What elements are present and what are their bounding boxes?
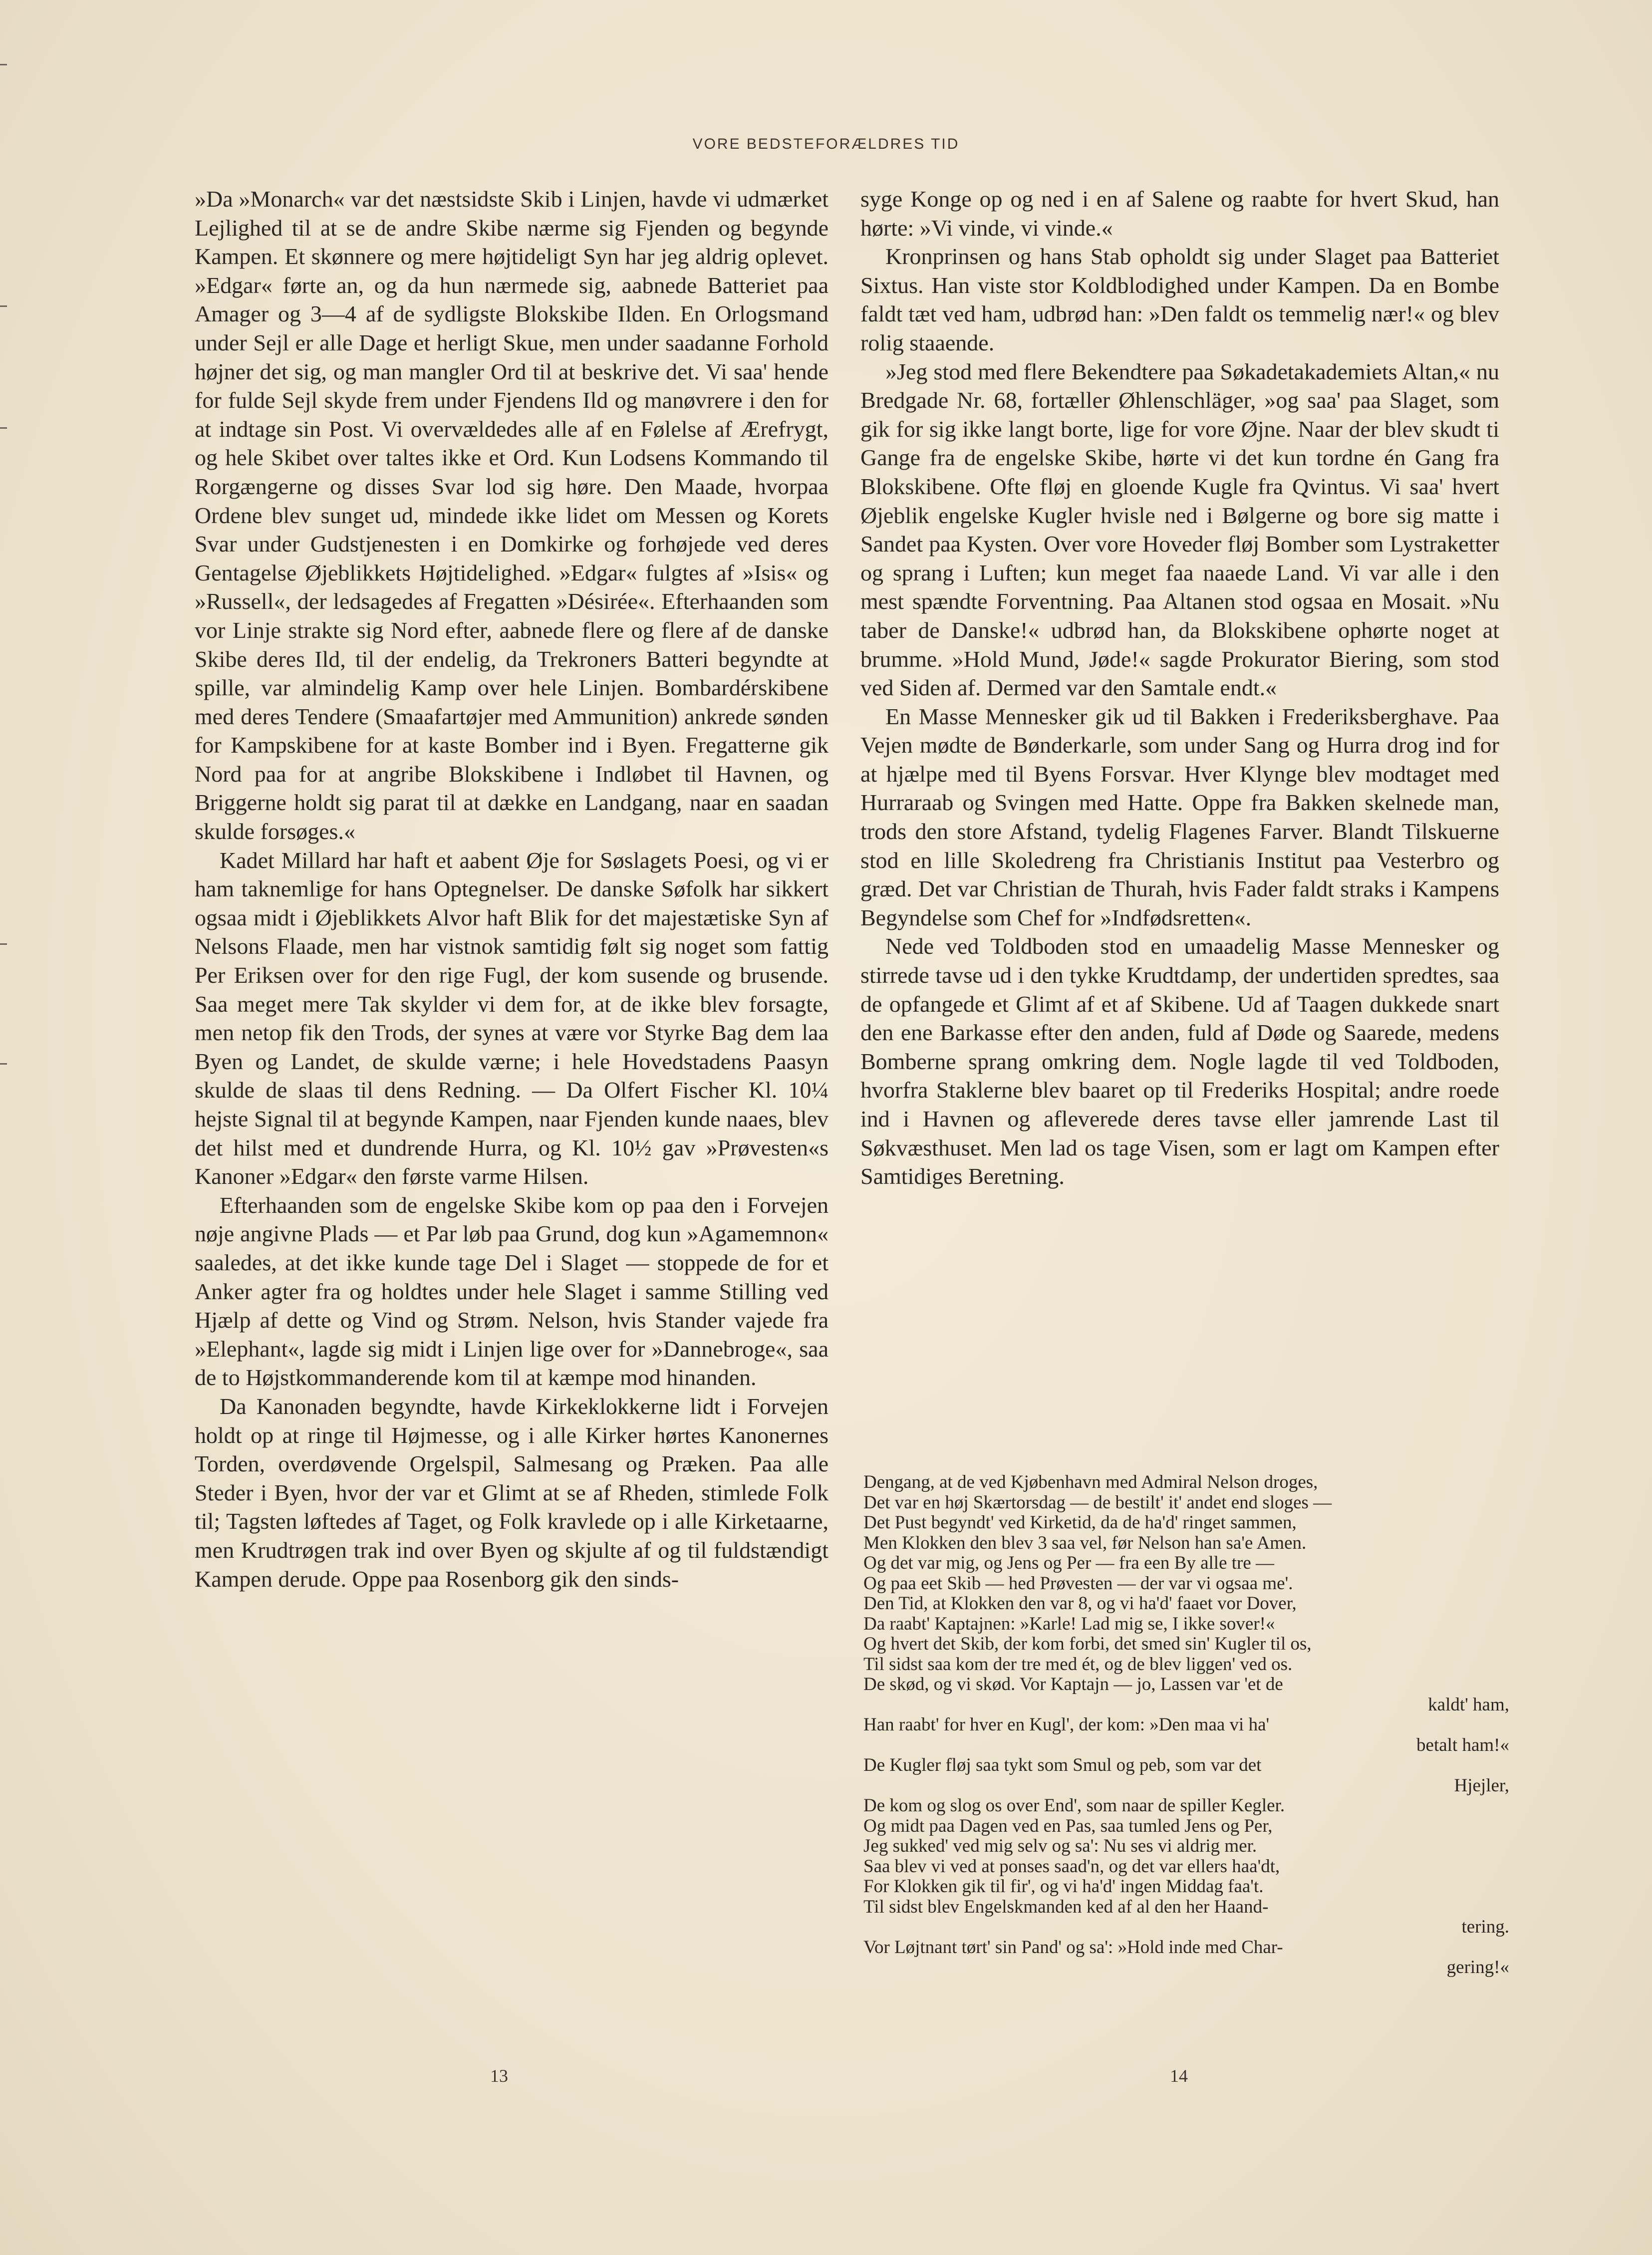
scan-edge-mark [0, 1063, 7, 1065]
paragraph: »Da »Monarch« var det næstsidste Skib i Linjen, havde vi udmærket Lejlighed til at se de andre Skibe nærme sig Fjenden og begynde Kampen. Et skønnere og mere højtideligt Syn har jeg aldrig oplevet. »Edgar« førte an, og da hun nærmede sig, aabnede Batteriet paa Amager og 3—4 af de sydligste Blokskibe Ilden. En Orlogsmand under Sejl er alle Dage et herligt Skue, men under saadanne Forhold højner det sig, og man mangler Ord til at beskrive det. Vi saa' hende for fulde Sejl skyde frem under Fjendens Ild og manøvrere i den for at indtage sin Post. Vi overvældedes alle af en Følelse af Ærefrygt, og hele Skibet over taltes ikke et Ord. Kun Lodsens Kommando til Rorgængerne og disses Svar lod sig høre. Den Maade, hvorpaa Ordene blev sunget ud, mindede ikke lidet om Messen og Korets Svar under Gudstjenesten i en Domkirke og forhøjede ved deres Gentagelse Øjeblikkets Højtidelighed. »Edgar« fulgtes af »Isis« og »Russell«, der ledsagedes af Fregatten »Désirée«. Efterhaanden som vor Linje strakte sig Nord efter, aabnede flere og flere af de danske Skibe deres Ild, til der endelig, da Trekroners Batteri begyndte at spille, var almindelig Kamp over hele Linjen. Bombardérskibene med deres Tendere (Smaafartøjer med Ammunition) ankrede sønden for Kampskibene for at kaste Bomber ind i Byen. Fregatterne gik Nord paa for at angribe Blokskibene i Indløbet til Havnen, og Briggerne holdt sig parat til at dække en Landgang, naar en saadan skulde forsøges.« [195, 186, 828, 845]
song-line: Den Tid, at Klokken den var 8, og vi ha'd' faaet vor Dover, [863, 1593, 1297, 1614]
song-line-continuation: tering. [1461, 1917, 1509, 1937]
running-header: VORE BEDSTEFORÆLDRES TID [692, 136, 960, 152]
song-line: Da raabt' Kaptajnen: »Karle! Lad mig se, I ikke sover!« [863, 1613, 1275, 1634]
song-line: Dengang, at de ved Kjøbenhavn med Admiral Nelson droges, [863, 1472, 1318, 1492]
song-line: Og midt paa Dagen ved en Pas, saa tumled Jens og Per, [863, 1815, 1273, 1836]
song-line: Til sidst blev Engelskmanden ked af al den her Haand- [863, 1896, 1269, 1917]
song-line-continuation: gering!« [1446, 1957, 1509, 1977]
song-line: Og paa eet Skib — hed Prøvesten — der var vi ogsaa me'. [863, 1573, 1293, 1594]
page-number-left: 13 [490, 2066, 508, 2086]
paragraph: Da Kanonaden begyndte, havde Kirkeklokkerne lidt i Forvejen holdt op at ringe til Højmesse, og i alle Kirker hørtes Kanonernes Torden, overdøvende Orgelspil, Salmesang og Præken. Paa alle Steder i Byen, hvor der var et Glimt at se af Rheden, stimlede Folk til; Tagsten løftedes af Taget, og Folk kravlede op i alle Kirketaarne, men Krudtrøgen trak ind over Byen og skjulte af og til fuldstændigt Kampen derude. Oppe paa Rosenborg gik den sinds- [195, 1393, 828, 1592]
scan-edge-mark [0, 943, 7, 945]
paragraph: »Jeg stod med flere Bekendtere paa Søkadetakademiets Altan,« nu Bredgade Nr. 68, fortæller Øhlenschläger, »og saa' paa Slaget, som gik for sig ikke langt borte, lige for vore Øjne. Naar der blev skudt ti Gange fra de engelske Skibe, hørte vi det kun tordne én Gang fra Blokskibene. Ofte fløj en gloende Kugle fra Qvintus. Vi saa' hvert Øjeblik engelske Kugler hvisle ned i Bølgerne og bore sig matte i Sandet paa Kysten. Over vore Hoveder fløj Bomber som Lystraketter og sprang i Luften; kun meget faa naaede Land. Vi var alle i den mest spændte Forventning. Paa Altanen stod ogsaa en Mosait. »Nu taber de Danske!« udbrød han, da Blokskibene ophørte noget at brumme. »Hold Mund, Jøde!« sagde Prokurator Biering, som stod ved Siden af. Dermed var den Samtale endt.« [860, 358, 1499, 701]
scan-edge-mark [0, 427, 7, 429]
right-column [860, 185, 1499, 1191]
song-line: Jeg sukked' ved mig selv og sa': Nu ses vi aldrig mer. [863, 1836, 1257, 1856]
paragraph: Kronprinsen og hans Stab opholdt sig under Slaget paa Batteriet Sixtus. Han viste stor Koldblodighed under Kampen. Da en Bombe faldt tæt ved ham, udbrød han: »Den faldt os temmelig nær!« og blev rolig staaende. [860, 244, 1499, 355]
song-line: Til sidst saa kom der tre med ét, og de blev liggen' ved os. [863, 1654, 1293, 1675]
song-verse [863, 1472, 1512, 1978]
scan-edge-mark [0, 305, 7, 307]
song-line: For Klokken gik til fir', og vi ha'd' ingen Middag faa't. [863, 1876, 1264, 1897]
song-line: De skød, og vi skød. Vor Kaptajn — jo, Lassen var 'et de [863, 1674, 1283, 1694]
song-line: Og det var mig, og Jens og Per — fra een By alle tre — [863, 1553, 1275, 1573]
song-line: De kom og slog os over End', som naar de spiller Kegler. [863, 1795, 1285, 1816]
song-line-continuation: betalt ham!« [1416, 1734, 1509, 1755]
paragraph: Kadet Millard har haft et aabent Øje for Søslagets Poesi, og vi er ham taknemlige for hans Optegnelser. De danske Søfolk har sikkert ogsaa midt i Øjeblikkets Alvor haft Blik for det majestætiske Syn af Nelsons Flaade, men har vistnok samtidig følt sig noget som fattig Per Eriksen over for den rige Fugl, der kom susende og brusende. Saa meget mere Tak skylder vi dem for, at de ikke blev forsagte, men netop fik den Trods, der synes at være vor Styrke Bag dem laa Byen og Landet, de skulde værne; i hele Hovedstadens Paasyn skulde de slaas til dens Redning. — Da Olfert Fischer Kl. 10¼ hejste Signal til at begynde Kampen, naar Fjenden kunde naaes, blev det hilst med et dundrende Hurra, og Kl. 10½ gav »Prøvesten«s Kanoner »Edgar« den første varme Hilsen. [195, 847, 828, 1189]
song-line: Det var en høj Skærtorsdag — de bestilt' it' andet end sloges — [863, 1492, 1332, 1513]
song-line: Men Klokken den blev 3 saa vel, før Nelson han sa'e Amen. [863, 1532, 1307, 1553]
paragraph: syge Konge op og ned i en af Salene og raabte for hvert Skud, han hørte: »Vi vinde, vi vinde.« [860, 186, 1499, 241]
song-line: Det Pust begyndt' ved Kirketid, da de ha'd' ringet sammen, [863, 1512, 1297, 1533]
song-line: Saa blev vi ved at ponses saad'n, og det var ellers haa'dt, [863, 1856, 1280, 1877]
song-line-continuation: kaldt' ham, [1428, 1694, 1509, 1715]
page-number-right: 14 [1170, 2066, 1188, 2086]
song-line: De Kugler fløj saa tykt som Smul og peb, som var det [863, 1755, 1262, 1775]
song-line: Og hvert det Skib, der kom forbi, det smed sin' Kugler til os, [863, 1634, 1312, 1654]
song-line-continuation: Hjejler, [1454, 1775, 1509, 1796]
scan-edge-mark [0, 64, 7, 65]
paragraph: Efterhaanden som de engelske Skibe kom op paa den i Forvejen nøje angivne Plads — et Par løb paa Grund, dog kun »Agamemnon« saaledes, at det ikke kunde tage Del i Slaget — stoppede de for et Anker agter fra og holdtes under hele Slaget i samme Stilling ved Hjælp af dette og Vind og Strøm. Nelson, hvis Stander vajede fra »Elephant«, lagde sig midt i Linjen lige over for »Dannebroge«, saa de to Højstkommanderende kom til at kæmpe mod hinanden. [195, 1192, 828, 1391]
left-column [195, 185, 828, 1593]
paragraph: En Masse Mennesker gik ud til Bakken i Frederiksberghave. Paa Vejen mødte de Bønderkarle, som under Sang og Hurra drog ind for at hjælpe med til Byens Forsvar. Hver Klynge blev modtaget med Hurraraab og Svingen med Hatte. Oppe fra Bakken skelnede man, trods den store Afstand, tydelig Flagenes Farver. Blandt Tilskuerne stod en lille Skoledreng fra Christianis Institut paa Vesterbro og græd. Det var Christian de Thurah, hvis Fader faldt straks i Kampens Begyndelse som Chef for »Indfødsretten«. [860, 703, 1499, 930]
song-line: Vor Løjtnant tørt' sin Pand' og sa': »Hold inde med Char- [863, 1937, 1283, 1958]
song-line: Han raabt' for hver en Kugl', der kom: »Den maa vi ha' [863, 1714, 1270, 1735]
paragraph: Nede ved Toldboden stod en umaadelig Masse Mennesker og stirrede tavse ud i den tykke Krudtdamp, der undertiden spredtes, saa de opfangede et Glimt af et af Skibene. Ud af Taagen dukkede snart den ene Barkasse efter den anden, fuld af Døde og Saarede, medens Bomberne sprang omkring dem. Nogle lagde til ved Toldboden, hvorfra Staklerne blev baaret op til Frederiks Hospital; andre roede ind i Havnen og afleverede deres tavse eller jamrende Last til Søkvæsthuset. Men lad os tage Visen, som er lagt om Kampen efter Samtidiges Beretning. [860, 933, 1499, 1189]
